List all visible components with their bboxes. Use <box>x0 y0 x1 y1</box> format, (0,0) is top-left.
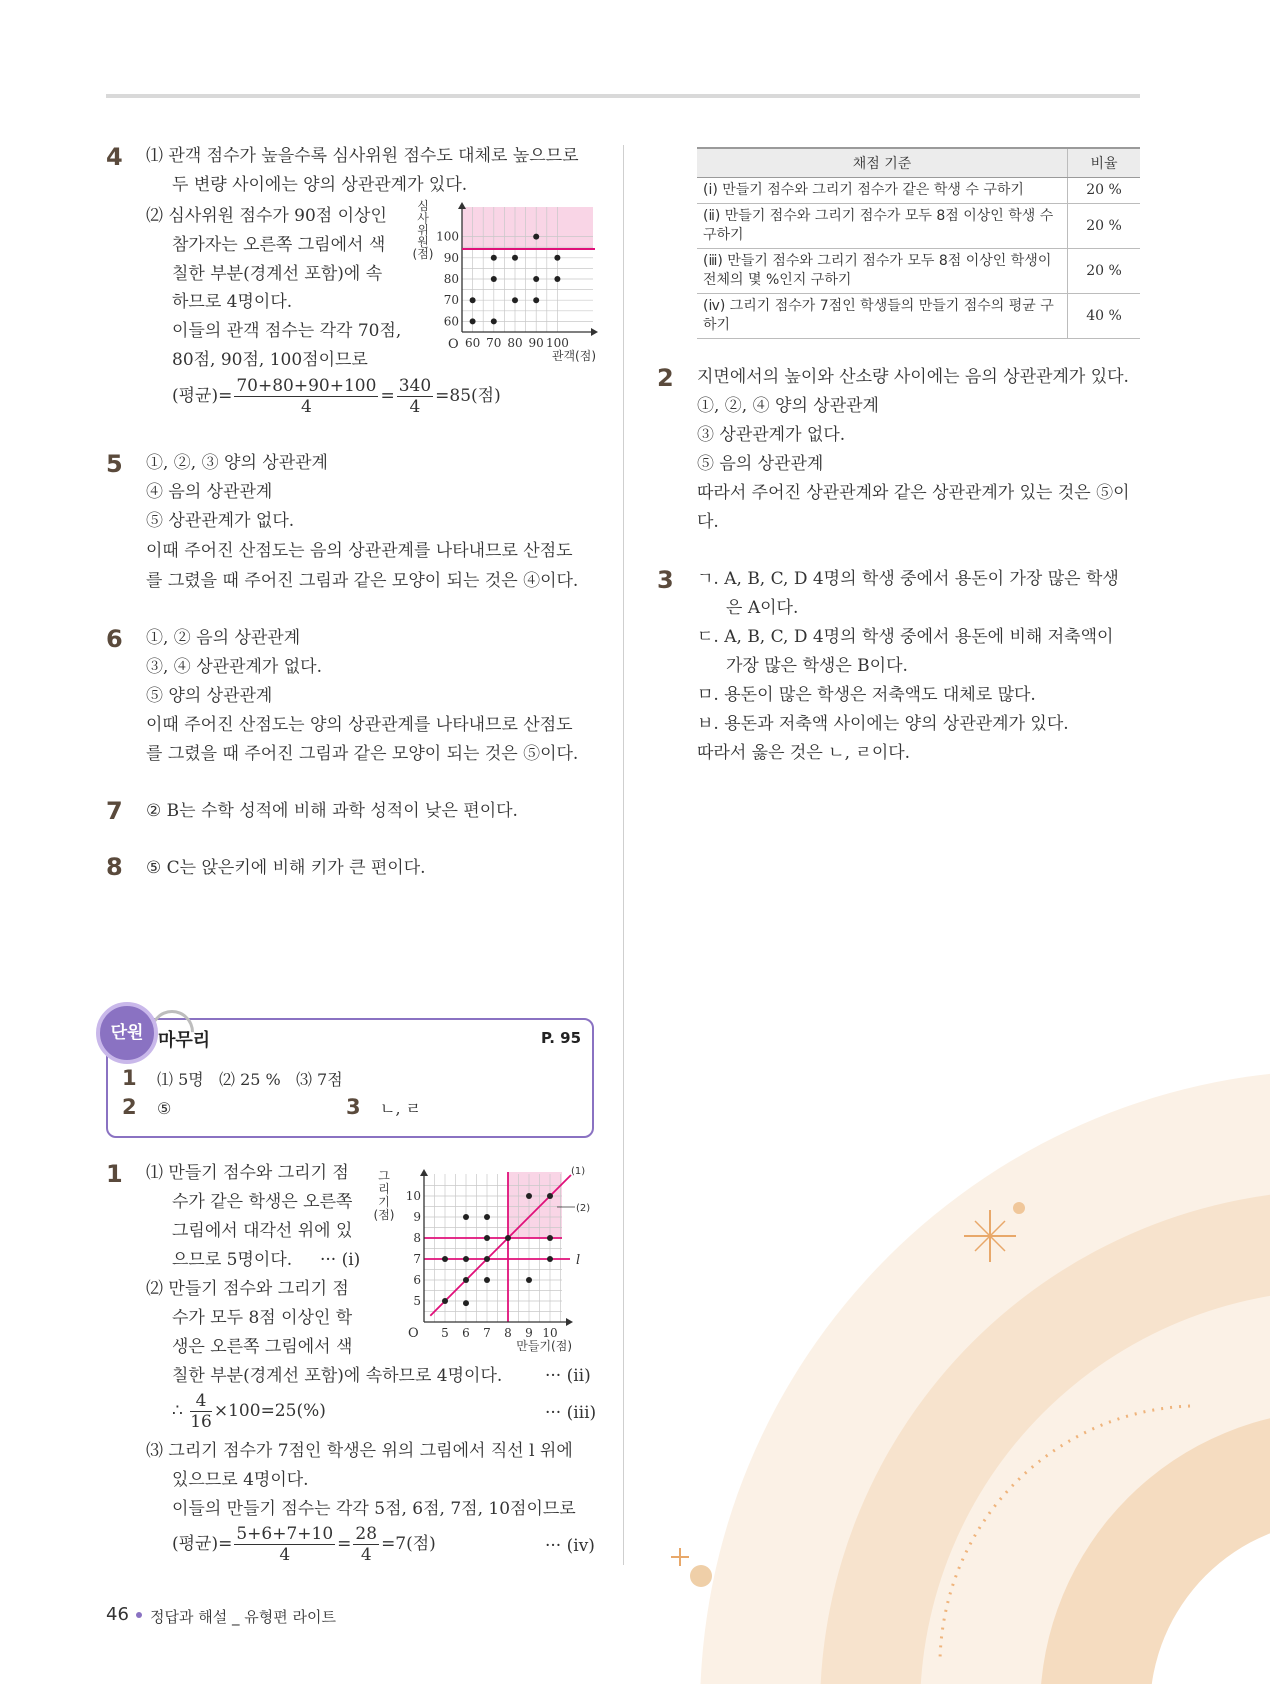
problem-7-number: 7 <box>106 797 123 825</box>
p6-line-3: ⑤ 양의 상관관계 <box>146 686 273 706</box>
review-answer-1-number: 1 <box>122 1066 137 1090</box>
chart2-data-point <box>526 1277 532 1283</box>
rp1-marker-iv: ··· (ⅳ) <box>545 1536 595 1556</box>
fraction-ratio-numerator: 4 <box>190 1391 212 1412</box>
table-cell-ratio: 20 % <box>1068 204 1141 249</box>
rp1-line-2: 수가 같은 학생은 오른쪽 <box>172 1192 353 1212</box>
avg-result: =85(점) <box>435 386 501 406</box>
p5-line-1: ①, ②, ③ 양의 상관관계 <box>146 453 328 473</box>
chart2-y-arrow <box>420 1169 428 1176</box>
chart2-y-tick-label: 8 <box>413 1231 421 1245</box>
chart1-xlabel: 관객(점) <box>551 349 596 363</box>
p4-average-formula <box>172 376 501 417</box>
fraction-total-denominator: 4 <box>360 1545 372 1565</box>
deco-dot-1 <box>1013 1202 1025 1214</box>
chart2-y-tick-label: 7 <box>413 1252 421 1266</box>
p4-line-6: 하므로 4명이다. <box>172 292 293 312</box>
chart2-ylabel-char: 기 <box>378 1195 390 1209</box>
rp1-line-3: 그림에서 대각선 위에 있 <box>172 1221 353 1241</box>
rp2-line-4: ⑤ 음의 상관관계 <box>697 454 824 474</box>
chart1-data-point <box>470 318 476 324</box>
table-cell-ratio: 20 % <box>1068 178 1141 204</box>
therefore-symbol: ∴ <box>172 1401 183 1421</box>
rp3-line-5: ㅁ. 용돈이 많은 학생은 저축액도 대체로 많다. <box>697 685 1036 705</box>
chart2-data-point <box>442 1298 448 1304</box>
rp1-line-8: 칠한 부분(경계선 포함)에 속하므로 4명이다. <box>172 1366 503 1386</box>
avg-label: (평균)= <box>172 386 233 406</box>
chart2-data-point <box>484 1214 490 1220</box>
chart1-y-tick-label: 60 <box>443 314 459 329</box>
problem-8-number: 8 <box>106 853 123 881</box>
chart1-y-tick-label: 80 <box>443 272 459 286</box>
rp1-percent-formula <box>172 1391 326 1432</box>
problem-4-number: 4 <box>106 143 123 171</box>
rp3-line-2: 은 A이다. <box>726 598 799 618</box>
chart2-data-point <box>547 1193 553 1199</box>
problem-6-number: 6 <box>106 625 123 653</box>
rp2-line-1: 지면에서의 높이와 산소량 사이에는 음의 상관관계가 있다. <box>697 367 1129 387</box>
chart2-origin-label: O <box>408 1326 419 1341</box>
chart1-x-arrow <box>591 328 598 336</box>
p4-line-5: 칠한 부분(경계선 포함)에 속 <box>172 264 383 284</box>
rp1-line-10: 있으므로 4명이다. <box>172 1470 309 1490</box>
chart2-x-tick-label: 5 <box>441 1326 449 1340</box>
table-row <box>697 204 1140 249</box>
column-separator <box>623 145 624 1565</box>
fraction-sum-numerator: 70+80+90+100 <box>236 376 377 396</box>
table-cell-criteria: (ⅱ) 만들기 점수와 그리기 점수가 모두 8점 이상인 학생 수 구하기 <box>697 204 1068 249</box>
chart1-ylabel-char: 위 <box>417 223 429 237</box>
chart1-origin-label: O <box>448 337 459 352</box>
table-cell-ratio: 20 % <box>1068 249 1141 294</box>
problem-5-number: 5 <box>106 450 123 478</box>
chart2-data-point <box>547 1256 553 1262</box>
percent-rest: ×100=25(%) <box>213 1401 326 1421</box>
chart2-y-tick-label: 6 <box>413 1273 421 1287</box>
chart1-ylabel-char: (점) <box>412 247 434 261</box>
table-header-row <box>697 148 1140 178</box>
p5-line-4: 이때 주어진 산점도는 음의 상관관계를 나타내므로 산점도 <box>146 541 573 561</box>
chart2-data-point <box>505 1235 511 1241</box>
chart2-xlabel: 만들기(점) <box>516 1339 572 1353</box>
chart2-y-tick-label: 10 <box>405 1189 421 1203</box>
chart2-data-point <box>484 1256 490 1262</box>
rp3-line-3: ㄷ. A, B, C, D 4명의 학생 중에서 용돈에 비해 저축액이 <box>697 627 1114 647</box>
chart2-data-point <box>484 1277 490 1283</box>
footer-dot <box>136 1612 142 1618</box>
rp3-line-1: ㄱ. A, B, C, D 4명의 학생 중에서 용돈이 가장 많은 학생 <box>697 569 1119 589</box>
chart2-svg <box>384 1160 594 1355</box>
right-problem-3-number: 3 <box>657 566 674 594</box>
chart2-data-point <box>463 1256 469 1262</box>
table-header-ratio: 비율 <box>1068 148 1141 178</box>
chart2-label-2: (2) <box>576 1203 591 1214</box>
fraction-ratio-denominator: 16 <box>190 1412 212 1432</box>
chart2-x-tick-label: 8 <box>504 1326 512 1340</box>
rp1-line-6: 수가 모두 8점 이상인 학 <box>172 1308 353 1328</box>
scatter-chart-judges <box>412 199 598 368</box>
chart2-y-tick-label: 9 <box>413 1210 421 1224</box>
chart2-data-point <box>463 1277 469 1283</box>
deco-dot-2 <box>690 1565 712 1587</box>
review-problem-1-number: 1 <box>106 1160 123 1188</box>
grading-criteria-table <box>697 147 1140 339</box>
fraction-total <box>397 376 433 417</box>
p6-line-4: 이때 주어진 산점도는 양의 상관관계를 나타내므로 산점도 <box>146 715 573 735</box>
chart1-data-point <box>491 318 497 324</box>
chart1-ylabel-char: 원 <box>417 235 429 249</box>
rp1-marker-iii: ··· (ⅲ) <box>545 1403 597 1423</box>
chart1-y-arrow <box>458 202 466 209</box>
rp1-average-formula <box>172 1524 436 1565</box>
chart2-data-point <box>442 1256 448 1262</box>
chart2-ylabel-char: (점) <box>373 1208 395 1222</box>
chart1-y-tick-label: 70 <box>443 293 459 308</box>
chart2-highlight-region <box>508 1172 562 1238</box>
chart1-data-point <box>554 255 560 261</box>
table-cell-ratio: 40 % <box>1068 294 1141 339</box>
p5-line-5: 를 그렸을 때 주어진 그림과 같은 모양이 되는 것은 ④이다. <box>146 571 579 591</box>
table-row <box>697 294 1140 339</box>
table-cell-criteria: (ⅳ) 그리기 점수가 7점인 학생들의 만들기 점수의 평균 구하기 <box>697 294 1068 339</box>
chart2-data-point <box>463 1300 469 1306</box>
fraction-sum-denominator: 4 <box>300 397 312 417</box>
rp2-line-3: ③ 상관관계가 없다. <box>697 425 846 445</box>
footer-text: 정답과 해설 _ 유형편 라이트 <box>150 1608 336 1626</box>
avg-result: =7(점) <box>381 1534 436 1554</box>
chart2-x-arrow <box>566 1318 573 1326</box>
p7-line-1: ② B는 수학 성적에 비해 과학 성적이 낮은 편이다. <box>146 801 518 821</box>
p6-line-2: ③, ④ 상관관계가 없다. <box>146 657 322 677</box>
fraction-sum-denominator: 4 <box>279 1545 291 1565</box>
fraction-total-numerator: 340 <box>398 376 432 396</box>
fraction-sum <box>234 376 378 417</box>
p6-line-1: ①, ② 음의 상관관계 <box>146 628 301 648</box>
chart1-data-point <box>512 255 518 261</box>
chart1-x-tick-label: 100 <box>545 336 569 350</box>
p4-line-8: 80점, 90점, 100점이므로 <box>172 350 368 370</box>
review-answer-3-number: 3 <box>346 1095 361 1119</box>
rp1-line-9: ⑶ 그리기 점수가 7점인 학생은 위의 그림에서 직선 l 위에 <box>146 1441 573 1461</box>
chart1-ylabel <box>411 200 435 260</box>
rp2-line-2: ①, ②, ④ 양의 상관관계 <box>697 396 879 416</box>
chart1-data-point <box>512 297 518 303</box>
chart2-data-point <box>463 1214 469 1220</box>
p6-line-5: 를 그렸을 때 주어진 그림과 같은 모양이 되는 것은 ⑤이다. <box>146 744 579 764</box>
right-problem-2-number: 2 <box>657 364 674 392</box>
review-badge: 단원 <box>96 1002 158 1064</box>
chart2-x-tick-label: 6 <box>462 1326 470 1340</box>
fraction-sum <box>234 1524 335 1565</box>
review-answer-2: ⑤ <box>157 1099 172 1118</box>
chart1-x-tick-label: 70 <box>486 336 502 350</box>
equals-sign: = <box>380 386 395 406</box>
p5-line-2: ④ 음의 상관관계 <box>146 482 273 502</box>
chart2-ylabel-char: 리 <box>378 1182 390 1196</box>
chart1-ylabel-char: 심 <box>417 199 429 213</box>
chart2-line-l-label: l <box>576 1253 581 1268</box>
chart1-x-tick-label: 80 <box>507 336 523 350</box>
chart1-highlight-region <box>462 207 593 249</box>
chart1-y-tick-label: 100 <box>436 229 459 244</box>
page-number: 46 <box>106 1604 129 1625</box>
table-cell-criteria: (ⅲ) 만들기 점수와 그리기 점수가 모두 8점 이상인 학생이 전체의 몇 %인지 구하기 <box>697 249 1068 294</box>
chart2-ylabel <box>372 1170 396 1222</box>
chart2-label-1: (1) <box>571 1166 586 1177</box>
chart1-data-point <box>533 297 539 303</box>
chart2-data-point <box>484 1235 490 1241</box>
rp1-marker-i: ··· (ⅰ) <box>320 1250 361 1270</box>
chart1-ylabel-char: 사 <box>417 211 429 225</box>
table-row <box>697 249 1140 294</box>
scatter-chart-making-drawing <box>373 1160 594 1355</box>
fraction-sum-numerator: 5+6+7+10 <box>236 1524 334 1544</box>
chart2-data-point <box>547 1235 553 1241</box>
chart2-x-tick-label: 7 <box>483 1326 491 1340</box>
chart2-ylabel-char: 그 <box>378 1169 390 1183</box>
chart2-y-tick-label: 5 <box>413 1294 421 1308</box>
fraction-ratio <box>190 1391 212 1432</box>
fraction-total <box>353 1524 379 1565</box>
p4-line-7: 이들의 관객 점수는 각각 70점, <box>172 321 402 341</box>
chart2-x-tick-label: 9 <box>525 1326 533 1340</box>
rp1-line-1: ⑴ 만들기 점수와 그리기 점 <box>146 1163 349 1183</box>
rp1-line-4: 으므로 5명이다. <box>172 1250 293 1270</box>
fraction-total-denominator: 4 <box>409 397 421 417</box>
rp1-line-7: 생은 오른쪽 그림에서 색 <box>172 1337 353 1357</box>
chart1-data-point <box>470 297 476 303</box>
chart1-data-point <box>533 234 539 240</box>
chart1-x-tick-label: 60 <box>464 336 481 350</box>
rp1-marker-ii: ··· (ⅱ) <box>545 1366 591 1386</box>
p4-line-4: 참가자는 오른쪽 그림에서 색 <box>172 235 386 255</box>
chart2-data-point <box>526 1193 532 1199</box>
chart1-y-tick-label: 90 <box>443 250 459 265</box>
rp3-line-7: 따라서 옳은 것은 ㄴ, ㄹ이다. <box>697 743 911 763</box>
rp3-line-6: ㅂ. 용돈과 저축액 사이에는 양의 상관관계가 있다. <box>697 714 1069 734</box>
chart1-svg <box>418 200 598 368</box>
chart1-x-tick-label: 90 <box>528 336 544 350</box>
rp3-line-4: 가장 많은 학생은 B이다. <box>726 656 908 676</box>
chart1-data-point <box>491 255 497 261</box>
review-answer-3: ㄴ, ㄹ <box>380 1099 422 1118</box>
chart1-data-point <box>554 276 560 282</box>
p4-line-2: 두 변량 사이에는 양의 상관관계가 있다. <box>172 175 468 195</box>
table-cell-criteria: (ⅰ) 만들기 점수와 그리기 점수가 같은 학생 수 구하기 <box>697 178 1068 204</box>
review-page-ref: P. 95 <box>541 1029 582 1047</box>
table-row <box>697 178 1140 204</box>
top-rule <box>106 94 1140 98</box>
chart1-data-point <box>533 276 539 282</box>
chart1-data-point <box>491 276 497 282</box>
p8-line-1: ⑤ C는 앉은키에 비해 키가 큰 편이다. <box>146 858 426 878</box>
review-answer-2-number: 2 <box>122 1095 137 1119</box>
p5-line-3: ⑤ 상관관계가 없다. <box>146 511 295 531</box>
avg-label: (평균)= <box>172 1534 233 1554</box>
p4-line-3: ⑵ 심사위원 점수가 90점 이상인 <box>146 206 387 226</box>
equals-sign: = <box>337 1534 352 1554</box>
rp1-line-5: ⑵ 만들기 점수와 그리기 점 <box>146 1279 349 1299</box>
review-answer-1: ⑴ 5명 ⑵ 25 % ⑶ 7점 <box>157 1070 343 1089</box>
rp2-line-6: 다. <box>697 512 719 532</box>
p4-line-1: ⑴ 관객 점수가 높을수록 심사위원 점수도 대체로 높으므로 <box>146 146 579 166</box>
rp1-line-11: 이들의 만들기 점수는 각각 5점, 6점, 7점, 10점이므로 <box>172 1499 576 1519</box>
chart2-x-tick-label: 10 <box>542 1326 558 1340</box>
fraction-total-numerator: 28 <box>355 1524 378 1544</box>
rp2-line-5: 따라서 주어진 상관관계와 같은 상관관계가 있는 것은 ⑤이 <box>697 483 1130 503</box>
table-header-criteria: 채점 기준 <box>697 148 1068 178</box>
review-title: 마무리 <box>158 1030 211 1051</box>
